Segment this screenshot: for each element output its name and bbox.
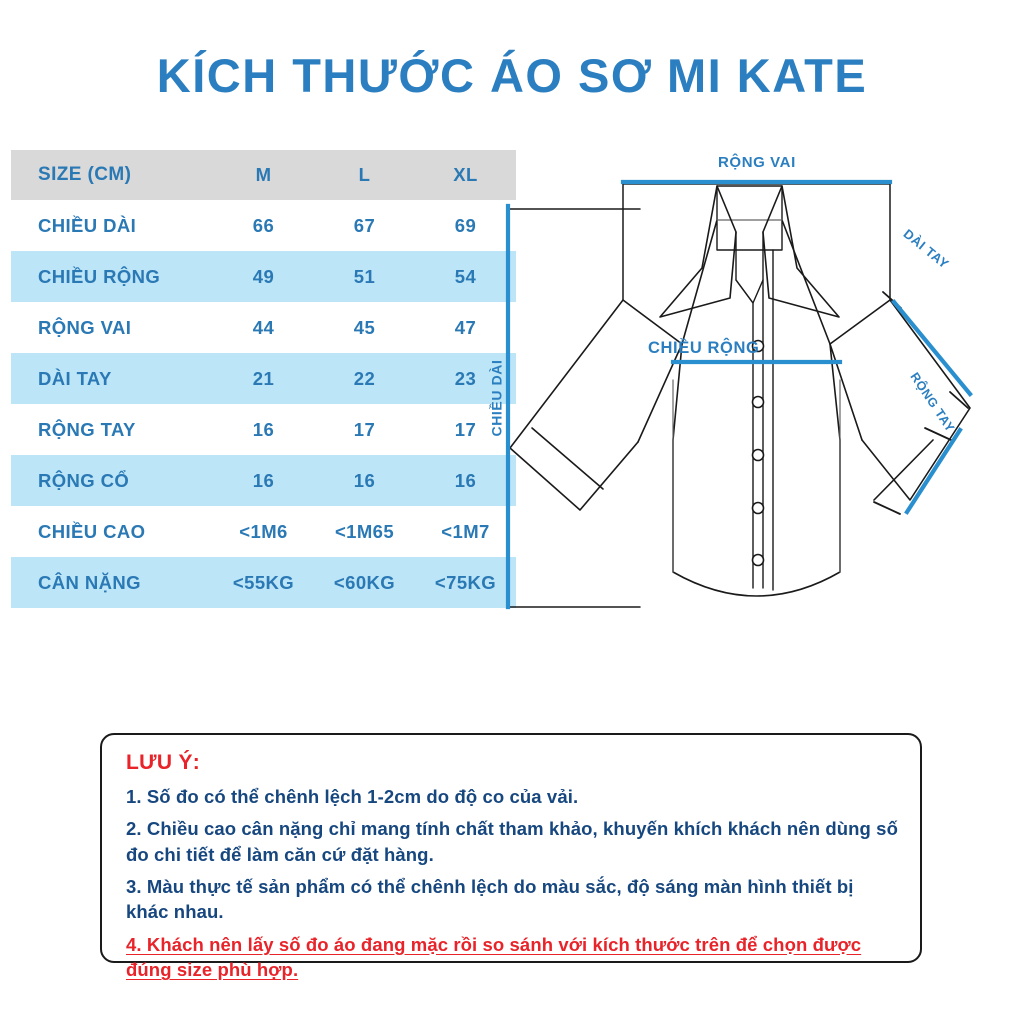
table-header-size: SIZE (CM) [11, 150, 213, 200]
sleeve-length-measure-line [894, 302, 970, 394]
row-value-l: 22 [314, 353, 415, 404]
table-row [11, 557, 516, 608]
button [753, 397, 764, 408]
chest-width-label: CHIỀU RỘNG [648, 339, 760, 357]
row-label: CHIỀU DÀI [11, 200, 213, 251]
row-value-xl: 16 [415, 455, 516, 506]
row-label: RỘNG CỔ [11, 455, 213, 506]
row-value-xl: 54 [415, 251, 516, 302]
row-label: CHIỀU RỘNG [11, 251, 213, 302]
sleeve-measure-ticks [874, 292, 968, 514]
row-label: DÀI TAY [11, 353, 213, 404]
row-value-m: 49 [213, 251, 314, 302]
row-value-m: 21 [213, 353, 314, 404]
note-item-4: 4. Khách nên lấy số đo áo đang mặc rồi so sánh với kích thước trên để chọn được đúng size phù hợp. [126, 933, 862, 981]
row-value-xl: 17 [415, 404, 516, 455]
row-value-xl: <1M7 [415, 506, 516, 557]
row-label: CHIỀU CAO [11, 506, 213, 557]
length-guide-lines [508, 209, 640, 607]
table-row [11, 404, 516, 455]
size-chart-table [11, 150, 516, 608]
notes-title: LƯU Ý: [126, 751, 201, 774]
buttons [753, 341, 764, 566]
body-length-label: CHIỀU DÀI [488, 359, 505, 437]
button [753, 503, 764, 514]
table-row [11, 302, 516, 353]
row-value-m: 44 [213, 302, 314, 353]
row-value-l: 17 [314, 404, 415, 455]
shoulder-guide-lines [623, 184, 890, 300]
row-label: RỘNG TAY [11, 404, 213, 455]
right-sleeve [830, 300, 970, 500]
row-value-m: <55KG [213, 557, 314, 608]
button [753, 450, 764, 461]
row-value-xl: 69 [415, 200, 516, 251]
sleeve-width-label: RỘNG TAY [907, 370, 958, 435]
row-value-m: <1M6 [213, 506, 314, 557]
table-row [11, 251, 516, 302]
page-title: KÍCH THƯỚC ÁO SƠ MI KATE [156, 49, 868, 102]
note-item-1: 1. Số đo có thể chênh lệch 1-2cm do độ co của vải. [126, 786, 579, 807]
row-label: CÂN NẶNG [11, 557, 213, 608]
row-value-m: 16 [213, 455, 314, 506]
button [753, 555, 764, 566]
table-header-m: M [213, 150, 314, 200]
table-header-xl: XL [415, 150, 516, 200]
row-value-xl: <75KG [415, 557, 516, 608]
row-value-l: <60KG [314, 557, 415, 608]
row-value-xl: 47 [415, 302, 516, 353]
table-row [11, 200, 516, 251]
table-row [11, 353, 516, 404]
table-row [11, 506, 516, 557]
sleeve-width-measure-line [907, 430, 960, 512]
row-value-l: 16 [314, 455, 415, 506]
row-label: RỘNG VAI [11, 302, 213, 353]
table-header-row [11, 150, 516, 200]
note-item-2: 2. Chiều cao cân nặng chỉ mang tính chất tham khảo, khuyến khích khách nên dùng số đo chi tiết để làm căn cứ đặt hàng. [126, 818, 898, 865]
row-value-xl: 23 [415, 353, 516, 404]
table-row [11, 455, 516, 506]
row-value-l: <1M65 [314, 506, 415, 557]
sleeve-length-label: DÀI TAY [900, 226, 953, 272]
row-value-l: 67 [314, 200, 415, 251]
left-sleeve [510, 300, 682, 510]
shirt-diagram [470, 140, 1024, 680]
row-value-l: 45 [314, 302, 415, 353]
shoulder-width-label: RỘNG VAI [718, 154, 796, 171]
notes-box [100, 733, 922, 981]
row-value-m: 16 [213, 404, 314, 455]
table-header-l: L [314, 150, 415, 200]
row-value-m: 66 [213, 200, 314, 251]
note-item-3: 3. Màu thực tế sản phẩm có thể chênh lệch do màu sắc, độ sáng màn hình thiết bị khác nhau. [126, 876, 854, 923]
row-value-l: 51 [314, 251, 415, 302]
